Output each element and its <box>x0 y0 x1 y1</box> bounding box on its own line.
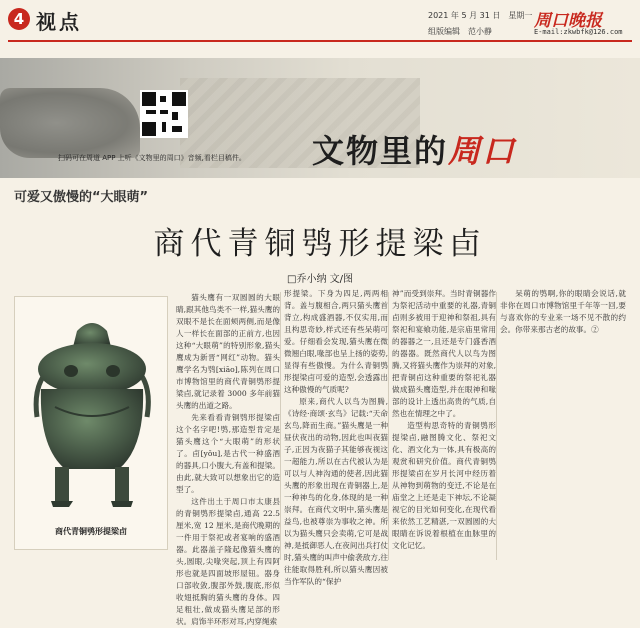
paper-logo: 周口晚报 <box>534 11 602 31</box>
paragraph: 原来,商代人以鸟为图腾,《诗经·商颂·玄鸟》记载:“天命玄鸟,降而生商。”猫头鹰是一种昼伏夜出的动物,因此也叫夜猫子,正因为夜猫子其能够夜视这一超能力,所以在古代被认为是可以与人神沟通的使者,因此猫头鹰的形象出现在青铜器上,是一种神鸟的化身,体现的是一种崇拜。在商代文明中,猫头鹰是益鸟,也被尊崇为事收之神。所以为猫头鹰只会卖萌,它可是战神,是抵御恶人,在夜间出兵打仗时,猫头鹰的叫声中偷袭敌方,往往能取得胜利,所以猫头鹰因被当作军队的“保护 <box>284 397 388 586</box>
column-title-highlight: 周口 <box>448 132 517 170</box>
masthead-rule <box>8 40 632 42</box>
column-divider <box>280 292 281 560</box>
section-title: 视点 <box>36 10 82 34</box>
article-byline: □乔小纳 文/图 <box>287 274 353 285</box>
article-column-4 <box>500 288 626 564</box>
column-divider <box>496 292 497 560</box>
banner-artifact-image <box>0 88 140 158</box>
article-headline: 商代青铜鸮形提梁卣 <box>153 226 487 262</box>
photo-caption: 商代青铜鸮形提梁卣 <box>55 527 127 536</box>
article-column-1 <box>176 292 280 626</box>
column-title <box>312 126 516 172</box>
paragraph: 猫头鹰有一双圆圆的大眼睛,跟其他鸟类不一样,猫头鹰的双眼不是长在面颊两侧,而是像人一样长在面部的正前方,也因这种“大眼萌”的特别形象,猫头鹰成为新晋“网红”动物。猫头鹰学名为鸮[xiāo],陈列在周口市博物馆里的商代青铜鸮形提梁卣,就记录着 3000 多年前猫头鹰的出道之路。 <box>176 293 280 410</box>
masthead <box>0 0 640 58</box>
page-number-badge: 4 <box>8 8 30 30</box>
paragraph: 神”而受到崇拜。当时青铜器作为祭祀活动中重要的礼器,青铜卣则多被用于迎神和祭祖,具有祭祀和宴飨功能,是宗庙里常用的器器之一,且还是专门盛香酒的器器。既然商代人以鸟为图腾,又将猫头鹰作为崇拜的对象,把青铜卣这种重要的祭祀礼器做成猫头鹰造型,并在眼神和喙部的设计上透出高贵的气质,自然也在情理之中了。 <box>392 289 496 418</box>
article-column-3 <box>392 288 496 564</box>
qr-code[interactable] <box>140 90 188 138</box>
layout-editor: 组版编辑 范小静 <box>428 27 492 36</box>
paragraph: 这件出土于周口市太康县的青铜鸮形提梁卣,通高 22.5 厘米,宽 12 厘米,是商代晚期的一件用于祭祀或者宴响的盛酒器。此器盖子隆起像猫头鹰的头,圆眼,尖喙突起,顶上有四阿形也就是四面坡形屋钮。器身口部收敛,腹部外鼓,腹底,形似收翅抵胸的猫头鹰的身体。四足粗壮,做成猫头鹰足部的形状。肩饰半环形对耳,内穿绳索 <box>176 497 280 626</box>
paragraph: 呆萌的鸮啊,你的眼睛会说话,就非你在周口市博物馆里千年等一回,要与喜欢你的专业来一场不见不散的约会。你带来那古老的故事。② <box>500 289 626 334</box>
paragraph: 先来看看青铜鸮形提梁卣这个名字吧!鸮,那造型肯定是猫头鹰这个“大眼萌”的形状了。卣[yǒu],是古代一种盛酒的器具,口小腹大,有盖和提梁。由此,就大致可以想象出它的造型了。 <box>176 413 280 494</box>
paragraph: 造型构思奇特的青铜鸮形提梁卣,融图腾文化、祭祀文化、酒文化为一体,具有极高的观赏和研究价值。商代青铜鸮形提梁卣在岁月长河中经历着从神物到萌物的变迁,不论是在庙堂之上还是走下神坛,不论凝视它的目光如何变化,在现代看来依然工艺精湛,一双圆圆的大眼睛在诉说着根植在血脉里的文化记忆。 <box>392 421 496 550</box>
paragraph: 形提梁。下身为四足,两两相背。盖与腹相合,两只猫头鹰首背立,构成盛酒器,不仅实用,而且构思奇妙,样式还有些呆萌可爱。仔细看会发现,猫头鹰在微微翘白眼,喙部也呈上扬的姿势,显得有些傲慢。为什么青铜鸮形提梁卣可爱的造型,会透露出这种傲慢的气质呢? <box>284 289 388 394</box>
article-column-2 <box>284 288 388 586</box>
artifact-photo <box>14 296 168 550</box>
issue-date: 2021 年 5 月 31 日 星期一 <box>428 11 533 20</box>
qr-caption: 扫码可在周道 APP 上听《文物里的周口》音频,看栏目稿件。 <box>58 154 246 162</box>
paper-email: E-mail:zkwbfk@126.com <box>534 28 623 36</box>
column-divider <box>388 292 389 560</box>
column-title-prefix: 文物里的 <box>312 132 449 170</box>
article-kicker: 可爱又傲慢的“大眼萌” <box>14 190 149 205</box>
bronze-vessel-illustration <box>15 297 169 551</box>
